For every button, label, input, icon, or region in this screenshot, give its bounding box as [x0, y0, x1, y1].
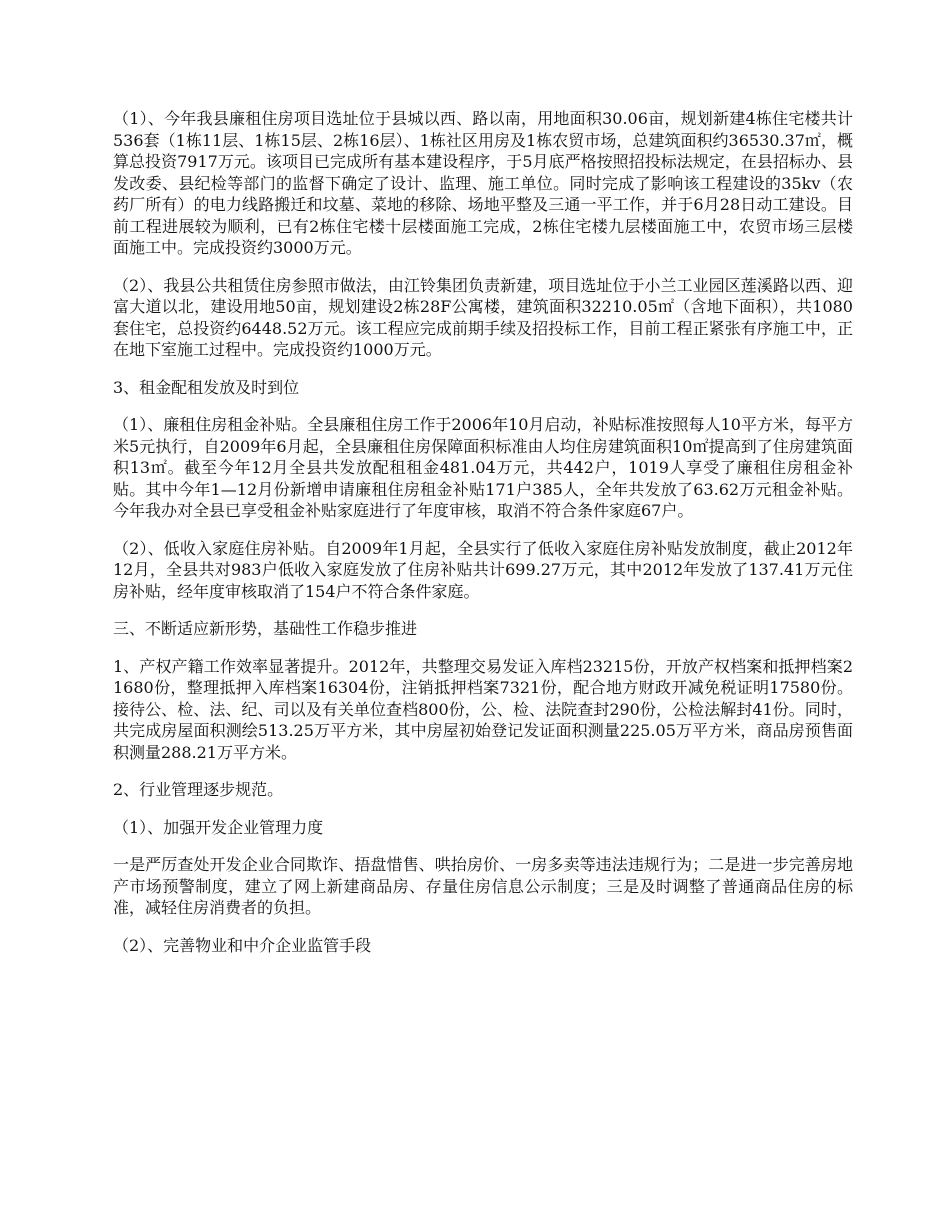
- heading-property-agency-supervision: （2）、完善物业和中介企业监管手段: [113, 935, 372, 955]
- document-body: [113, 108, 853, 972]
- paragraph-property-records: 1、产权产籍工作效率显著提升。2012年，共整理交易发证入库档23215份，开放产权档案和抵押档案21680份，整理抵押入库档案16304份，注销抵押档案7321份，配合地方财政开减免税证明17580份。接待公、检、法、纪、司以及有关单位查档800份，公、检、法院查封290份，公检法解封41份。同时，共完成房屋面积测绘513.25万平方米，其中房屋初始登记发证面积测量225.05万平方米，商品房预售面积测量288.21万平方米。: [113, 656, 853, 762]
- paragraph-public-rental-project: （2）、我县公共租赁住房参照市做法，由江铃集团负责新建，项目选址位于小兰工业园区莲溪路以西、迎富大道以北，建设用地50亩，规划建设2栋28F公寓楼，建筑面积32210.05㎡（含地下面积），共1080套住宅，总投资约6448.52万元。该工程应完成前期手续及招投标工作，目前工程正紧张有序施工中，正在地下室施工过程中。完成投资约1000万元。: [113, 275, 853, 359]
- heading-section-three: 三、不断适应新形势，基础性工作稳步推进: [113, 619, 418, 638]
- heading-rent-allocation: 3、租金配租发放及时到位: [113, 377, 300, 397]
- paragraph-developer-measures: 一是严厉查处开发企业合同欺诈、捂盘惜售、哄抬房价、一房多卖等违法违规行为；二是进一步完善房地产市场预警制度，建立了网上新建商品房、存量住房信息公示制度；三是及时调整了普通商品住房的标准，减轻住房消费者的负担。: [113, 855, 853, 917]
- heading-developer-management: （1）、加强开发企业管理力度: [113, 817, 324, 837]
- paragraph-lowrent-project: （1）、今年我县廉租住房项目选址位于县城以西、路以南，用地面积30.06亩，规划新建4栋住宅楼共计536套（1栋11层、1栋15层、2栋16层）、1栋社区用房及1栋农贸市场，总建筑面积约36530.37㎡，概算总投资7917万元。该项目已完成所有基本建设程序，于5月底严格按照招投标法规定，在县招标办、县发改委、县纪检等部门的监督下确定了设计、监理、施工单位。同时完成了影响该工程建设的35kv（农药厂所有）的电力线路搬迁和坟墓、菜地的移除、场地平整及三通一平工作，并于6月28日动工建设。目前工程进展较为顺利，已有2栋住宅楼十层楼面施工完成，2栋住宅楼九层楼面施工中，农贸市场三层楼面施工中。完成投资约3000万元。: [113, 109, 853, 257]
- paragraph-rent-subsidy: （1）、廉租住房租金补贴。全县廉租住房工作于2006年10月启动，补贴标准按照每人10平方米，每平方米5元执行，自2009年6月起，全县廉租住房保障面积标准由人均住房建筑面积10㎡提高到了住房建筑面积13㎡。截至今年12月全县共发放配租租金481.04万元，共442户，1019人享受了廉租住房租金补贴。其中今年1—12月份新增申请廉租住房租金补贴171户385人，全年共发放了63.62万元租金补贴。今年我办对全县已享受租金补贴家庭进行了年度审核，取消不符合条件家庭67户。: [113, 415, 853, 520]
- heading-industry-management: 2、行业管理逐步规范。: [113, 780, 284, 799]
- paragraph-lowincome-subsidy: （2）、低收入家庭住房补贴。自2009年1月起，全县实行了低收入家庭住房补贴发放制度，截止2012年12月，全县共对983户低收入家庭发放了住房补贴共计699.27万元，其中2012年发放了137.41万元住房补贴，经年度审核取消了154户不符合条件家庭。: [113, 538, 853, 601]
